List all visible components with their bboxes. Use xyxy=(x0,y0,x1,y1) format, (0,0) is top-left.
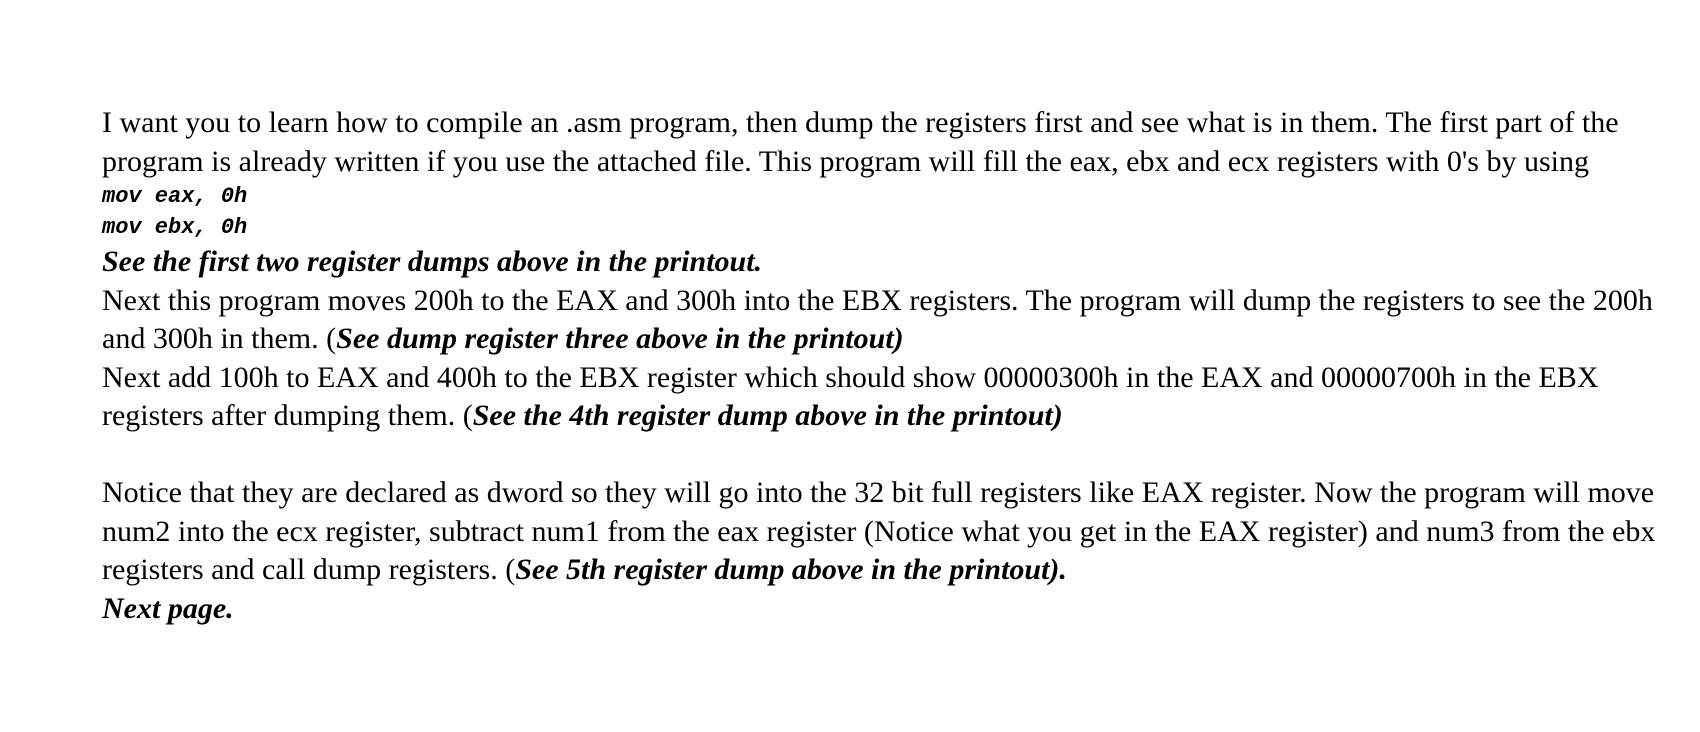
notice-emphasis: See 5th register dump above in the printout). xyxy=(515,553,1067,586)
step3-paragraph xyxy=(102,359,1662,436)
notice-text: Notice that they are declared as dword so they will go into the 32 bit full registers like EAX register. Now the program will move num2 into the ecx register, subtract num1 from the eax register (Notice what you get in the EAX register) and num3 from the ebx registers and call dump registers. ( xyxy=(102,476,1656,586)
step3-text: Next add 100h to EAX and 400h to the EBX register which should show 00000300h in the EAX and 00000700h in the EBX registers after dumping them. ( xyxy=(102,360,1599,432)
paragraph-spacer xyxy=(102,436,1662,475)
code-line-mov-eax: mov eax, 0h xyxy=(102,184,248,209)
step2-text: Next this program moves 200h to the EAX and 300h into the EBX registers. The program will dump the registers to see the 200h and 300h in them. ( xyxy=(102,283,1653,355)
intro-paragraph: I want you to learn how to compile an .asm program, then dump the registers first and see what is in them. The first part of the program is already written if you use the attached file. This program will fill the eax, ebx and ecx registers with 0's by using xyxy=(102,106,1619,178)
document-body xyxy=(102,104,1662,628)
note-first-dumps: See the first two register dumps above in the printout. xyxy=(102,245,763,278)
notice-paragraph xyxy=(102,474,1662,590)
step3-emphasis: See the 4th register dump above in the printout) xyxy=(472,399,1063,432)
code-line-mov-ebx: mov ebx, 0h xyxy=(102,215,248,240)
step2-paragraph xyxy=(102,282,1662,359)
next-page-note: Next page. xyxy=(102,591,234,625)
step2-emphasis: See dump register three above in the printout) xyxy=(336,322,904,355)
